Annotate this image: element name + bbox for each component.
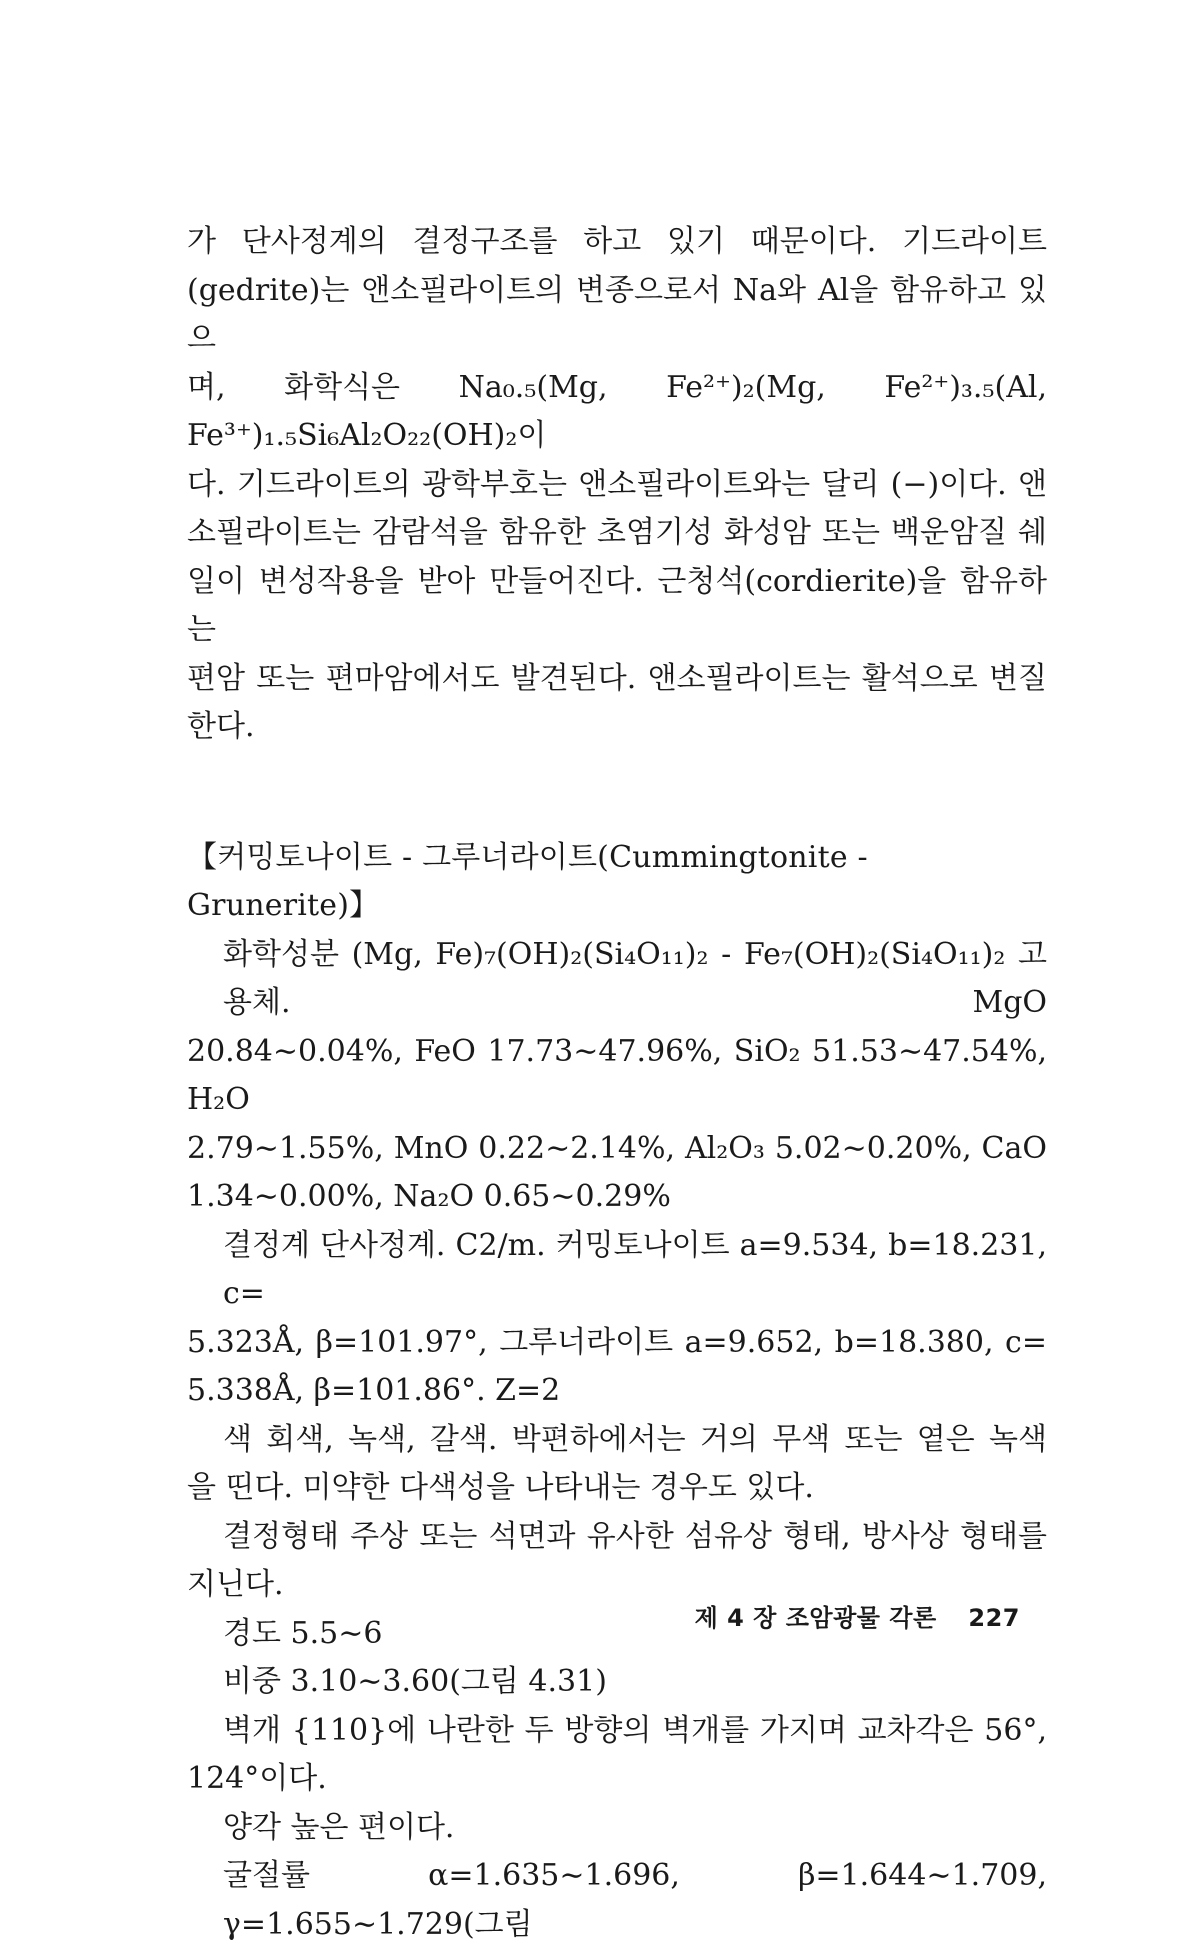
chapter-label: 제 4 장 조암광물 각론	[694, 1604, 937, 1632]
text-line: 가 단사정계의 결정구조를 하고 있기 때문이다. 기드라이트	[187, 224, 1047, 259]
crystal-line: 결정계 단사정계. C2/m. 커밍토나이트 a=9.534, b=18.231, c=	[223, 1227, 1047, 1311]
text-line: 편암 또는 편마암에서도 발견된다. 앤소필라이트는 활석으로 변질	[187, 660, 1047, 696]
text-line: (gedrite)는 앤소필라이트의 변종으로서 Na와 Al을 함유하고 있으	[187, 272, 1047, 356]
composition-line: 2.79∼1.55%, MnO 0.22∼2.14%, Al₂O₃ 5.02∼0.20%, CaO	[187, 1130, 1047, 1166]
section-gap	[187, 752, 1047, 834]
hardness-line: 경도 5.5∼6	[223, 1615, 383, 1651]
text-line: 다. 기드라이트의 광학부호는 앤소필라이트와는 달리 (−)이다. 앤	[187, 466, 1047, 502]
composition-line: 화학성분 (Mg, Fe)₇(OH)₂(Si₄O₁₁)₂ - Fe₇(OH)₂(Si₄O₁₁)₂ 고용체. MgO	[223, 936, 1047, 1020]
cleavage-line: 벽개 {110}에 나란한 두 방향의 벽개를 가지며 교차각은 56°,	[223, 1712, 1047, 1748]
habit-line: 지닌다.	[187, 1567, 284, 1602]
text-line: 한다.	[187, 709, 255, 744]
composition-line: 1.34∼0.00%, Na₂O 0.65∼0.29%	[187, 1179, 671, 1214]
crystal-line: 5.338Å, β=101.86°. Z=2	[187, 1373, 561, 1408]
color-line: 을 띤다. 미약한 다색성을 나타내는 경우도 있다.	[187, 1470, 814, 1505]
composition-line: 20.84∼0.04%, FeO 17.73∼47.96%, SiO₂ 51.53∼47.54%, H₂O	[187, 1033, 1047, 1117]
color-line: 색 회색, 녹색, 갈색. 박편하에서는 거의 무색 또는 옅은 녹색	[223, 1421, 1047, 1457]
habit-line: 결정형태 주상 또는 석면과 유사한 섬유상 형태, 방사상 형태를	[223, 1518, 1047, 1554]
text-line: 소필라이트는 감람석을 함유한 초염기성 화성암 또는 백운암질 쉐	[187, 515, 1047, 550]
cleavage-line: 124°이다.	[187, 1761, 327, 1796]
refraction-line: 굴절률 α=1.635∼1.696, β=1.644∼1.709, γ=1.655∼1.729(그림	[223, 1858, 1047, 1942]
crystal-line: 5.323Å, β=101.97°, 그루너라이트 a=9.652, b=18.380, c=	[187, 1324, 1047, 1360]
text-line: 일이 변성작용을 받아 만들어진다. 근청석(cordierite)을 함유하는	[187, 563, 1047, 647]
extinction-line: 양각 높은 편이다.	[223, 1809, 455, 1845]
section-heading: 【커밍토나이트 - 그루너라이트(Cummingtonite - Grunerite)】	[187, 839, 868, 923]
text-line: 며, 화학식은 Na₀.₅(Mg, Fe²⁺)₂(Mg, Fe²⁺)₃.₅(Al, Fe³⁺)₁.₅Si₆Al₂O₂₂(OH)₂이	[187, 369, 1047, 453]
gravity-line: 비중 3.10∼3.60(그림 4.31)	[223, 1664, 607, 1699]
page-footer	[695, 1598, 1020, 1633]
page-number: 227	[968, 1604, 1020, 1632]
body-text	[187, 218, 1047, 1949]
